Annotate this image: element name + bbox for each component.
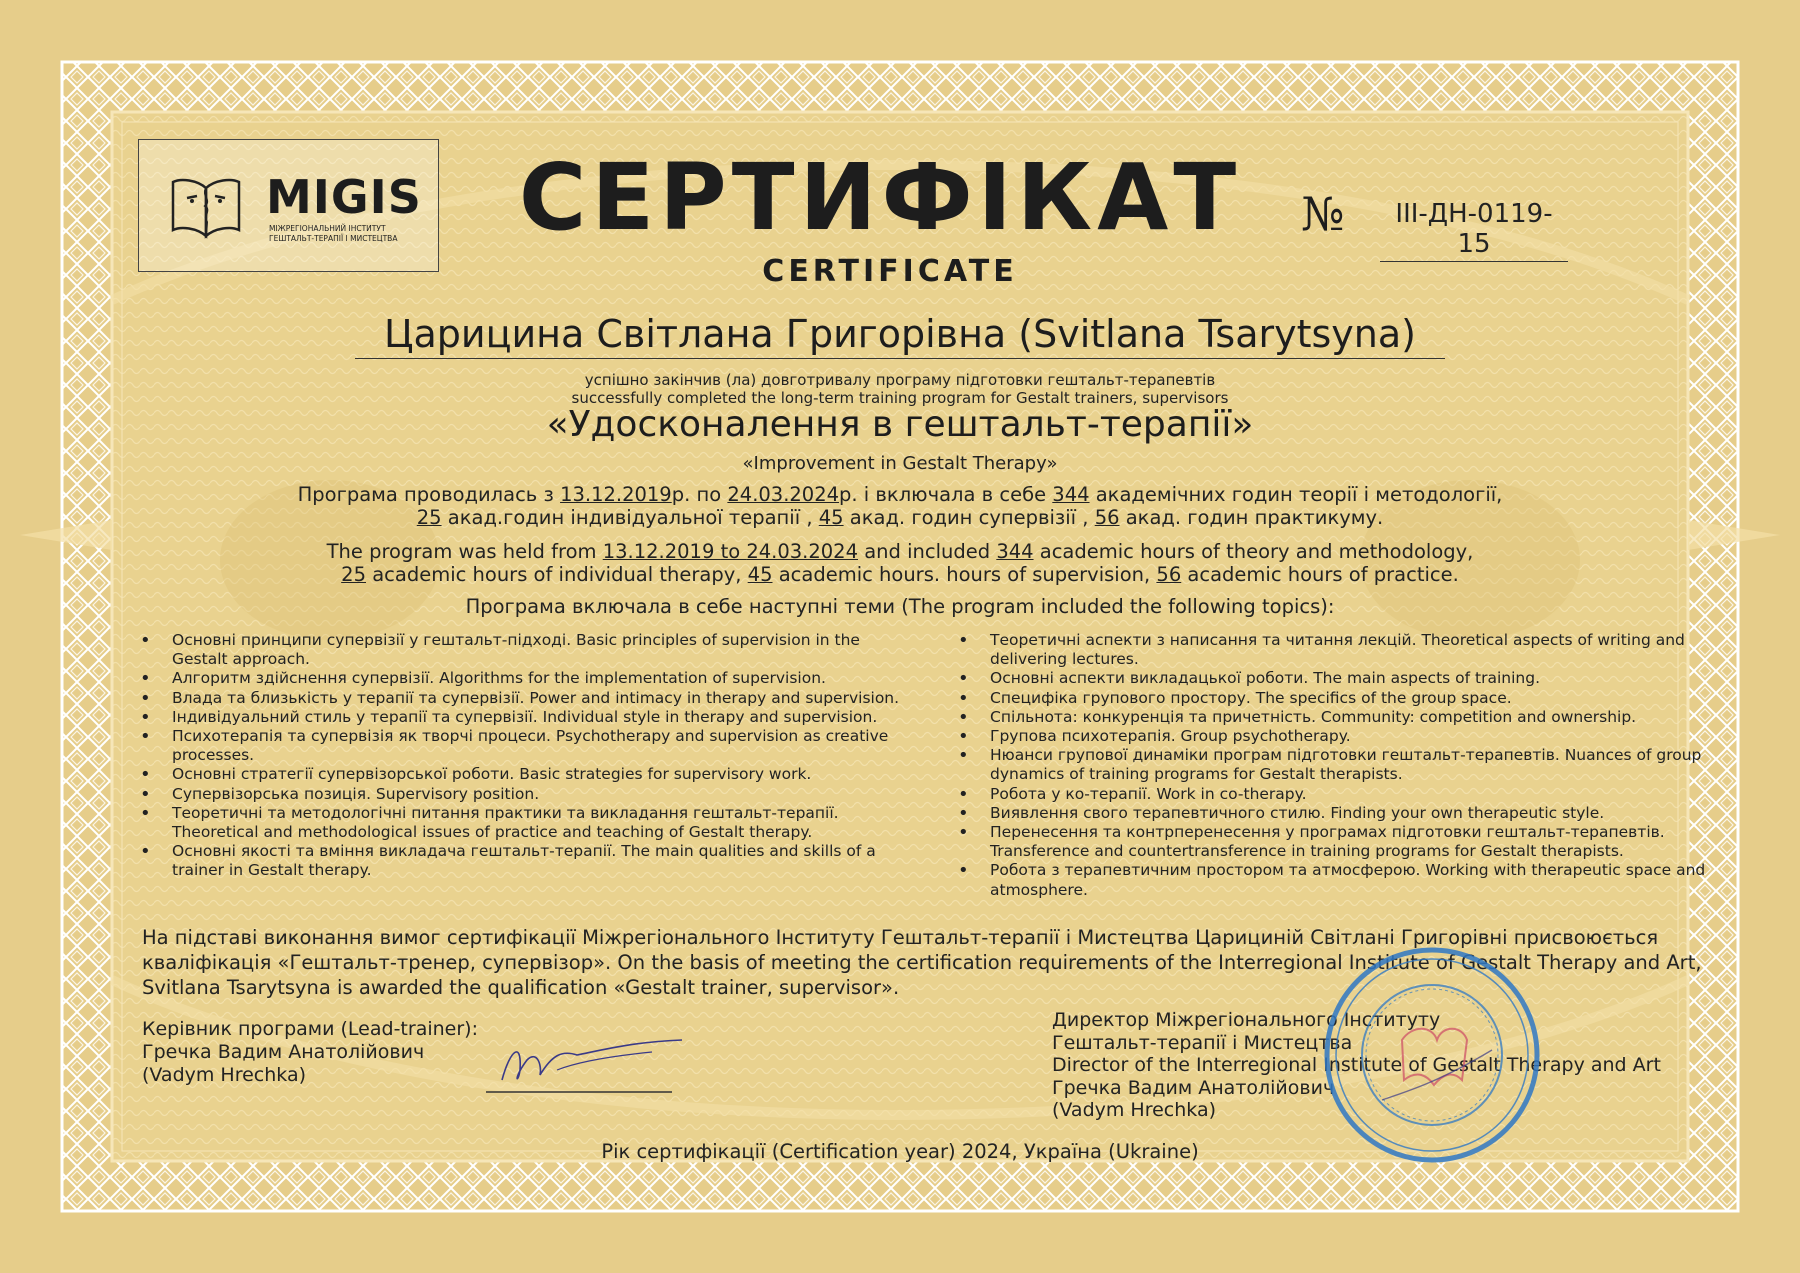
text: Програма проводилась з <box>297 483 561 506</box>
program-details-en <box>200 540 1600 586</box>
book-face-icon <box>169 170 243 242</box>
list-item: • Алгоритм здійснення супервізії. Algorithms for the implementation of supervision. <box>140 669 900 688</box>
list-item: • Теоретичні та методологічні питання практики та викладання гештальт-терапії. Theoretical and methodological issues of practice and teaching of Gestalt therapy. <box>140 804 900 842</box>
text: акад. годин практикуму. <box>1119 506 1384 529</box>
lead-signature <box>482 1030 692 1094</box>
individual-hours: 25 <box>341 563 366 586</box>
list-item: • Нюанси групової динаміки програм підготовки гештальт-терапевтів. Nuances of group dynamics of training programs for Gestalt therapists. <box>958 746 1706 784</box>
lead-name-en: (Vadym Hrechka) <box>142 1064 307 1086</box>
list-item: • Перенесення та контрперенесення у програмах підготовки гештальт-терапевтів. Transference and countertransference in training programs for Gestalt therapists. <box>958 823 1706 861</box>
list-item: • Влада та близькість у терапії та супервізії. Power and intimacy in therapy and supervision. <box>140 689 900 708</box>
list-item: • Основні стратегії супервізорської роботи. Basic strategies for supervisory work. <box>140 765 900 784</box>
list-item: • Психотерапія та супервізія як творчі процеси. Psychotherapy and supervision as creative processes. <box>140 727 900 765</box>
list-item: • Спільнота: конкуренція та причетність. Community: competition and ownership. <box>958 708 1706 727</box>
start-date: 13.12.2019 <box>602 540 721 563</box>
list-item: • Виявлення свого терапевтичного стилю. Finding your own therapeutic style. <box>958 804 1706 823</box>
list-item: • Специфіка групового простору. The specifics of the group space. <box>958 689 1706 708</box>
individual-hours: 25 <box>416 506 442 529</box>
completed-en: successfully completed the long-term training program for Gestalt trainers, supervisors <box>571 389 1229 407</box>
director-title-ua-1: Директор Міжрегіонального Інституту <box>1052 1009 1441 1031</box>
text: academic hours. hours of supervision, <box>772 563 1157 586</box>
certificate-number: ІІІ-ДН-0119-15 <box>1380 199 1568 262</box>
text: р. і включала в себе <box>839 483 1053 506</box>
theory-hours: 344 <box>996 540 1034 563</box>
list-item: • Теоретичні аспекти з написання та читання лекцій. Theoretical aspects of writing and delivering lectures. <box>958 631 1706 669</box>
list-item: • Основні принципи супервізії у гештальт-підході. Basic principles of supervision in the Gestalt approach. <box>140 631 900 669</box>
program-details-ua <box>200 483 1600 529</box>
list-item: • Основні аспекти викладацької роботи. The main aspects of training. <box>958 669 1706 688</box>
supervision-hours: 45 <box>818 506 844 529</box>
director-name: Гречка Вадим Анатолійович <box>1052 1076 1335 1099</box>
program-title-en: «Improvement in Gestalt Therapy» <box>742 453 1058 474</box>
list-item: • Супервізорська позиція. Supervisory position. <box>140 785 900 804</box>
list-item: • Індивідуальний стиль у терапії та супервізії. Individual style in therapy and supervision. <box>140 708 900 727</box>
theory-hours: 344 <box>1052 483 1090 506</box>
text: to <box>720 540 747 563</box>
text: academic hours of practice. <box>1181 563 1459 586</box>
topics-list-left <box>140 631 900 881</box>
end-date: 24.03.2024 <box>727 483 840 506</box>
director-title-ua-2: Гештальт-терапії і Мистецтва <box>1052 1031 1353 1054</box>
list-item: • Основні якості та вміння викладача гештальт-терапії. The main qualities and skills of a trainer in Gestalt therapy. <box>140 842 900 880</box>
text: р. по <box>671 483 728 506</box>
list-item: • Робота з терапевтичним простором та атмосферою. Working with therapeutic space and atmosphere. <box>958 861 1706 899</box>
topics-heading: Програма включала в себе наступні теми (The program included the following topics): <box>465 595 1335 618</box>
program-title: «Удосконалення в гештальт-терапії» <box>546 404 1254 445</box>
text: academic hours of individual therapy, <box>366 563 748 586</box>
director-title-en: Director of the Interregional Institute of Gestalt Therapy and Art <box>1052 1054 1661 1076</box>
qualification-statement: На підставі виконання вимог сертифікації Міжрегіонального Інституту Гештальт-терапії і Мистецтва Царициній Світлані Григорівні присвоюється кваліфікація «Гештальт-тренер, супервізор». On the basis of meeting the certification requirements of the Interregional Institute of Gestalt Therapy and Art, Svitlana Tsarytsyna is awarded the qualification «Gestalt trainer, supervisor». <box>142 926 1702 999</box>
number-sign: № <box>1301 187 1345 241</box>
text: акад. годин супервізії , <box>843 506 1095 529</box>
text: and included <box>858 540 997 563</box>
practice-hours: 56 <box>1094 506 1120 529</box>
recipient-name: Царицина Світлана Григорівна (Svitlana Tsarytsyna) <box>355 312 1445 359</box>
list-item: • Групова психотерапія. Group psychotherapy. <box>958 727 1706 746</box>
lead-title: Керівник програми (Lead-trainer): <box>142 1018 478 1040</box>
logo-subtitle: МІЖРЕГІОНАЛЬНИЙ ІНСТИТУТ ГЕШТАЛЬТ-ТЕРАПІЇ І МИСТЕЦТВА <box>269 224 398 243</box>
start-date: 13.12.2019 <box>560 483 672 506</box>
director-name-en: (Vadym Hrechka) <box>1052 1099 1217 1121</box>
text: академічних годин теорії і методології, <box>1089 483 1503 506</box>
logo <box>138 139 439 272</box>
supervision-hours: 45 <box>747 563 773 586</box>
topics-list-right <box>958 631 1706 900</box>
text: The program was held from <box>326 540 603 563</box>
certificate-title: СЕРТИФІКАТ <box>518 144 1242 251</box>
text: акад.годин індивідуальної терапії , <box>441 506 819 529</box>
practice-hours: 56 <box>1156 563 1182 586</box>
completed-statement <box>400 371 1400 407</box>
end-date: 24.03.2024 <box>746 540 858 563</box>
list-item: • Робота у ко-терапії. Work in co-therapy. <box>958 785 1706 804</box>
lead-name: Гречка Вадим Анатолійович <box>142 1041 425 1063</box>
completed-ua: успішно закінчив (ла) довготривалу програму підготовки гештальт-терапевтів <box>584 371 1216 389</box>
logo-name: MIGIS <box>266 170 422 224</box>
text: academic hours of theory and methodology, <box>1033 540 1474 563</box>
certification-year: Рік сертифікації (Certification year) 2024, Україна (Ukraine) <box>601 1140 1199 1163</box>
certificate-subtitle: CERTIFICATE <box>762 254 1018 289</box>
